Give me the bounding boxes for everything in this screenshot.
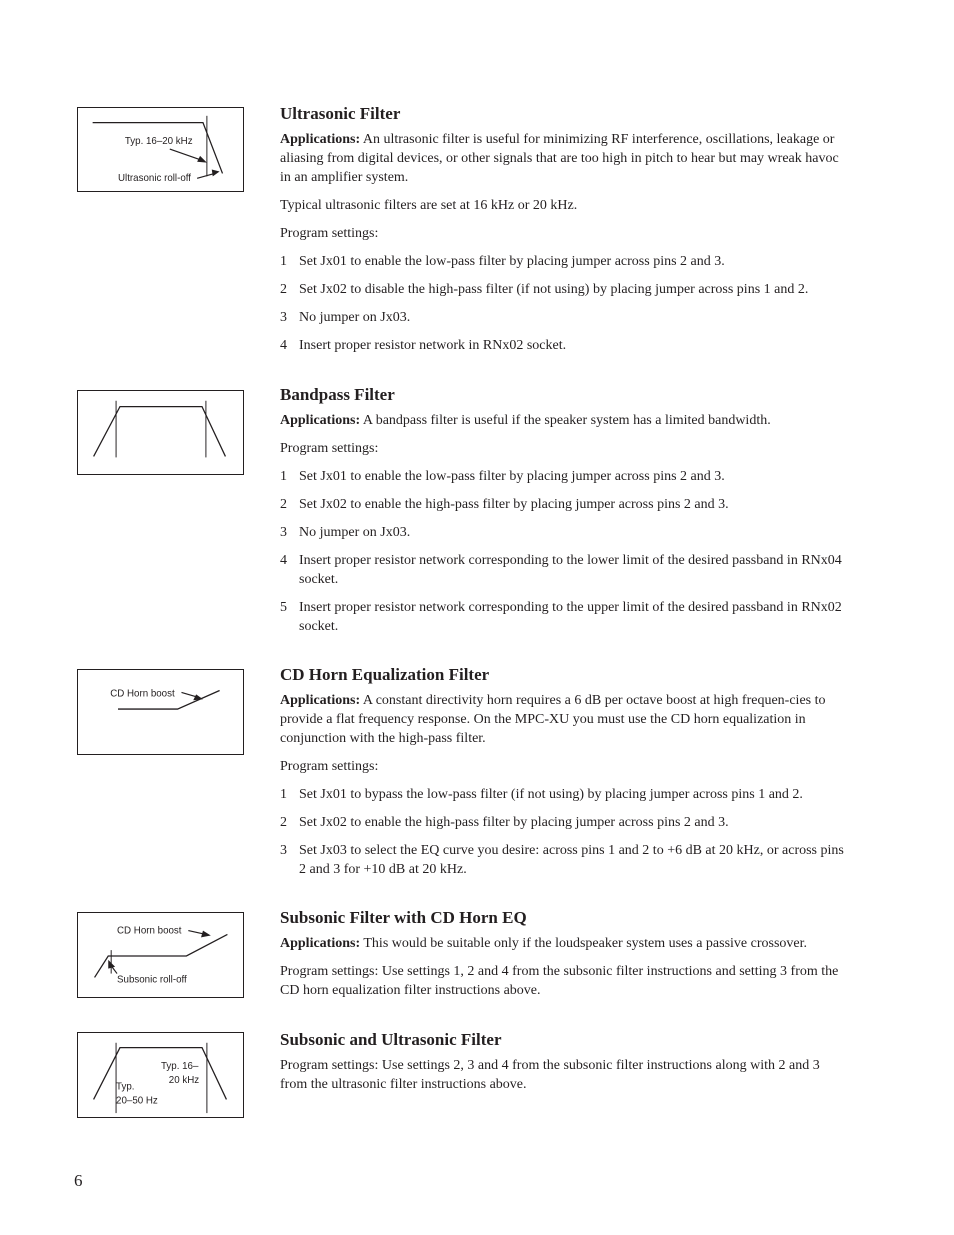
applications-text: This would be suitable only if the loudspeaker system uses a passive crossover. [360,936,808,951]
step-text: Set Jx01 to enable the low-pass filter by placing jumper across pins 2 and 3. [299,469,725,484]
subsonic-ultrasonic-diagram [77,1032,244,1118]
step-item [280,252,848,271]
step-item [280,841,848,879]
paragraph: Program settings: [280,441,379,456]
step-number: 1 [280,469,287,484]
subsonic-ultrasonic-response-curve [78,1033,243,1117]
step-text: Set Jx02 to disable the high-pass filter (if not using) by placing jumper across pins 1 and 2. [299,282,809,297]
figure-label-typ-high-2: 20 kHz [168,1074,200,1086]
section-title: Bandpass Filter [280,385,395,404]
applications-paragraph [280,934,848,953]
applications-text: A bandpass filter is useful if the speaker system has a limited bandwidth. [360,413,771,428]
step-number: 3 [280,843,287,858]
section-cd-horn-equalization-filter [280,665,848,888]
program-steps [280,252,848,355]
paragraph: Program settings: [280,759,379,774]
subsonic-cd-horn-diagram [77,912,244,998]
step-number: 2 [280,497,287,512]
figure-label-cd-horn-boost: CD Horn boost [110,688,175,700]
applications-label: Applications: [280,693,361,708]
ultrasonic-filter-diagram [77,107,244,192]
step-text: No jumper on Jx03. [299,525,411,540]
step-number: 2 [280,815,287,830]
section-subsonic-ultrasonic-filter [280,1030,848,1103]
step-item [280,495,848,514]
program-steps [280,467,848,636]
step-text: Set Jx02 to enable the high-pass filter by placing jumper across pins 2 and 3. [299,497,729,512]
step-item [280,467,848,486]
bandpass-filter-diagram [77,390,244,475]
figure-label-rolloff: Ultrasonic roll-off [118,173,191,185]
cd-horn-response-curve [78,670,243,754]
step-text: Set Jx03 to select the EQ curve you desire: across pins 1 and 2 to +6 dB at 20 kHz, or across pins 2 and 3 for +10 dB at 20 kHz. [299,843,844,877]
step-text: Insert proper resistor network in RNx02 socket. [299,338,567,353]
step-number: 4 [280,553,287,568]
figure-label-typ-low-2: 20–50 Hz [116,1095,158,1107]
cd-horn-eq-diagram [77,669,244,755]
step-item [280,308,848,327]
step-number: 3 [280,310,287,325]
section-subsonic-cd-horn-eq [280,908,848,1009]
page-number: 6 [74,1171,83,1190]
step-item [280,336,848,355]
section-title: CD Horn Equalization Filter [280,665,490,684]
paragraph: Typical ultrasonic filters are set at 16 kHz or 20 kHz. [280,198,578,213]
step-item [280,280,848,299]
step-item [280,523,848,542]
section-title: Subsonic and Ultrasonic Filter [280,1030,502,1049]
applications-paragraph [280,411,848,430]
figure-label-typ-range: Typ. 16–20 kHz [124,136,193,148]
paragraph: Program settings: Use settings 1, 2 and 4 from the subsonic filter instructions and setting 3 from the CD horn equalization filter instructions above. [280,964,839,998]
applications-text: An ultrasonic filter is useful for minimizing RF interference, oscillations, leakage or aliasing from digital devices, or other signals that are too high in pitch to hear but may wreak havoc in an amplifier system. [280,132,839,185]
applications-text: A constant directivity horn requires a 6 dB per octave boost at high frequen-cies to provide a flat frequency response. On the MPC-XU you must use the CD horn equalization in conjunction with the high-pass filter. [280,693,826,746]
step-item [280,551,848,589]
applications-paragraph [280,130,848,187]
step-item [280,785,848,804]
applications-label: Applications: [280,936,361,951]
step-number: 4 [280,338,287,353]
section-bandpass-filter [280,385,848,645]
figure-label-subsonic-rolloff: Subsonic roll-off [117,974,187,986]
figure-label-typ-low-1: Typ. [116,1081,135,1093]
step-text: Set Jx02 to enable the high-pass filter by placing jumper across pins 2 and 3. [299,815,729,830]
step-number: 3 [280,525,287,540]
step-text: Insert proper resistor network corresponding to the lower limit of the desired passband in RNx04 socket. [299,553,842,587]
program-steps [280,785,848,879]
step-item [280,598,848,636]
paragraph: Program settings: Use settings 2, 3 and 4 from the subsonic filter instructions along with 2 and 3 from the ultrasonic filter instructions above. [280,1058,820,1092]
figure-label-typ-high-1: Typ. 16– [160,1061,199,1073]
step-text: Set Jx01 to enable the low-pass filter by placing jumper across pins 2 and 3. [299,254,725,269]
applications-label: Applications: [280,132,361,147]
step-text: Insert proper resistor network corresponding to the upper limit of the desired passband in RNx02 socket. [299,600,842,634]
step-text: No jumper on Jx03. [299,310,411,325]
ultrasonic-response-curve [78,108,243,191]
section-title: Ultrasonic Filter [280,104,401,123]
step-number: 2 [280,282,287,297]
step-item [280,813,848,832]
section-ultrasonic-filter [280,104,848,364]
applications-label: Applications: [280,413,361,428]
step-text: Set Jx01 to bypass the low-pass filter (if not using) by placing jumper across pins 1 and 2. [299,787,803,802]
paragraph: Program settings: [280,226,379,241]
step-number: 1 [280,787,287,802]
bandpass-response-curve [78,391,243,474]
step-number: 5 [280,600,287,615]
step-number: 1 [280,254,287,269]
section-title: Subsonic Filter with CD Horn EQ [280,908,527,927]
applications-paragraph [280,691,848,748]
subsonic-cd-horn-response-curve [78,913,243,997]
figure-label-cd-horn-boost-2: CD Horn boost [117,925,182,937]
